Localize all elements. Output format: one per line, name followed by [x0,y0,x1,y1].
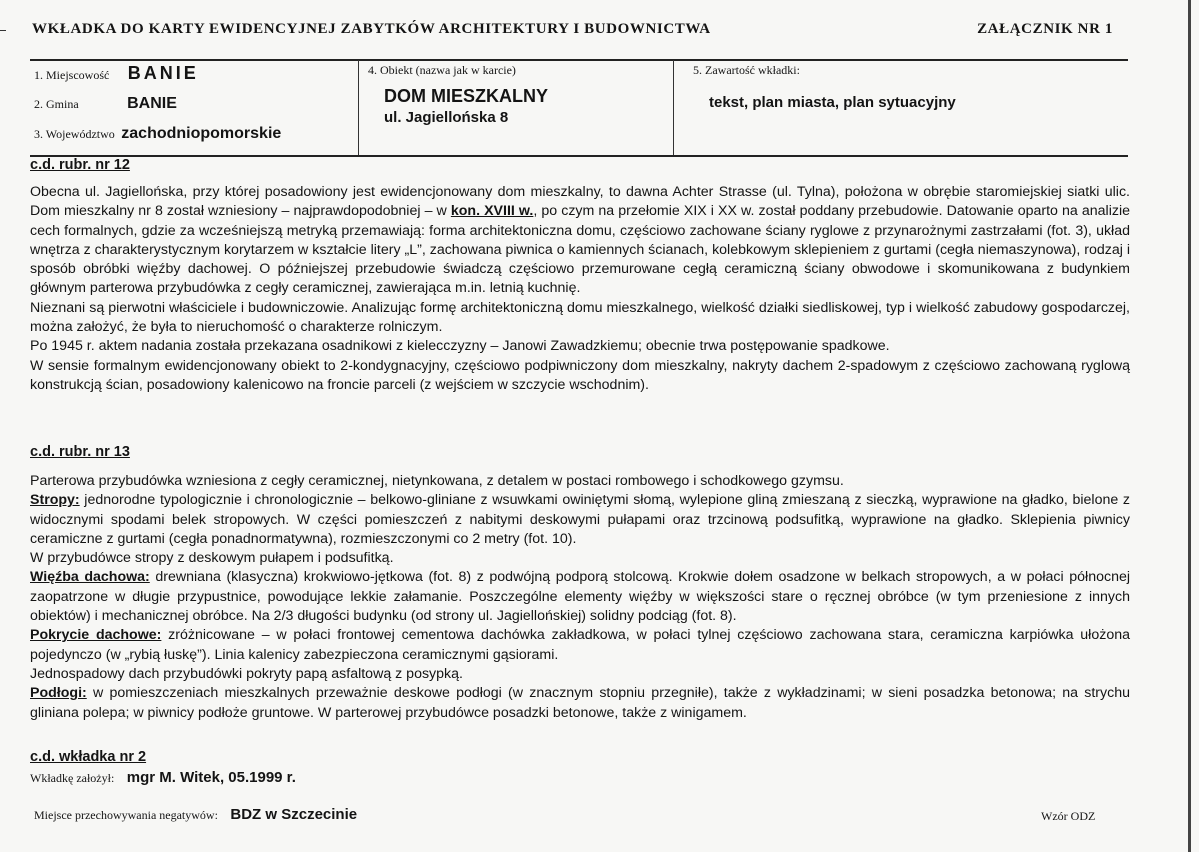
commune-label: 2. Gmina [34,97,79,111]
scan-mark [0,30,6,31]
section-12-paragraph: W sensie formalnym ewidencjonowany obiekt to 2-kondygnacyjny, częściowo podpiwniczony dom mieszkalny, nakryty dachem 2-spadowym z częściowo zachowaną ryglową konstrukcją ścian, posadowiony kalenicowo na froncie parceli (z wejściem w szczycie wschodnim). [30,357,1130,393]
storage-value: BDZ w Szczecinie [230,806,358,823]
text-run: zróżnicowane – w połaci frontowej cementowa dachówka zakładkowa, w połaci tylnej częściowo zachowana stara, ceramiczna karpiówka ułożona pojedynczo (w „rybią łuskę”). Linia kalenicy zabezpieczona ceramicznymi gąsiorami. [30,627,1130,663]
document-title: WKŁADKA DO KARTY EWIDENCYJNEJ ZABYTKÓW ARCHITEKTURY I BUDOWNICTWA [32,21,711,37]
object-label: 4. Obiekt (nazwa jak w karcie) [368,63,516,77]
commune-field [34,95,177,113]
column-divider-1 [358,60,359,155]
section-12-body [30,183,1130,395]
text-run: w pomieszczeniach mieszkalnych przeważnie deskowe podłogi (w znacznym stopniu przegniłe), także z wykładzinami; w sieni posadzka betonowa; na strychu gliniana polepa; w piwnicy podłoże gruntowe. W parterowej przybudówce posadzki betonowe, także z winigamem. [30,685,1130,721]
section-12-heading: c.d. rubr. nr 12 [30,157,130,173]
section-13-paragraph [30,491,1130,549]
annex-label: ZAŁĄCZNIK NR 1 [977,21,1113,37]
section-13-body [30,472,1130,723]
podlogi-label: Podłogi: [30,685,87,702]
section-13-paragraph: Parterowa przybudówka wzniesiona z cegły ceramicznej, nietynkowana, z detalem w postaci rombowego i schodkowego gzymsu. [30,473,844,489]
contents-value: tekst, plan miasta, plan sytuacyjny [709,94,956,111]
section-12-paragraph: Po 1945 r. aktem nadania została przekazana osadnikowi z kielecczyzny – Janowi Zawadzkiemu; obecnie trwa postępowanie spadkowe. [30,338,890,355]
object-address: ul. Jagiellońska 8 [384,109,509,126]
column-divider-2 [673,60,674,155]
section-13-paragraph: Jednospadowy dach przybudówki pokryty papą asfaltową z posypką. [30,665,463,682]
wiezba-label: Więźba dachowa: [30,569,150,586]
section-13-paragraph: W przybudówce stropy z deskowym pułapem i podsufitką. [30,550,394,567]
date-highlight: kon. XVIII w. [450,203,534,220]
top-rule [30,59,1128,61]
scan-edge-right [1188,0,1191,852]
pokrycie-label: Pokrycie dachowe: [30,627,162,644]
text-run: drewniana (klasyczna) krokwiowo-jętkowa (fot. 8) z podwójną podporą stolcową. Krokwie dołem osadzone w belkach stropowych, a w połaci północnej zaopatrzone w długie przypustnice, powodujące lekkie załamanie. Poszczególne elementy więźby w większości stare o ręcznej obróbce (w tym przeniesione z innych obiektów) i mechanicznej obróbce. Na 2/3 długości budynku (od strony ul. Jagiellońskiej) solidny podciąg (fot. 8). [30,569,1130,625]
header-bottom-rule [30,155,1128,157]
text-run: Obecna ul. Jagiellońska, przy której posadowiony jest ewidencjonowany dom mieszkalny, to dawna Achter Strasse (ul. Tylna), położona w obrębie staromiejskiej siatki ulic. Dom mieszkalny nr 8 został wzniesiony – najprawdopodobniej – w [30,184,1130,220]
contents-label: 5. Zawartość wkładki: [693,63,800,77]
text-run: jednorodne typologicznie i chronologicznie – belkowo-gliniane z wsuwkami owiniętymi słomą, wylepione gliną zmieszaną z sieczką, wyprawione na gładko, bielone z widocznymi spodami belek stropowych. W części pomieszczeń z nabitymi deskowymi pułapami oraz trzcinową podsufitką, wyprawione na gładko. Sklepienia piwnicy ceramiczne z gurtami (cegła ponadnormatywna), rozmieszczonymi co 2 metry (fot. 10). [30,492,1130,547]
author-value: mgr M. Witek, 05.1999 r. [126,769,296,786]
locality-field [34,63,199,84]
text-run: , po czym na przełomie XIX i XX w. został poddany przebudowie. Datowanie oparto na analizie cech formalnych, gdzie za wcześniejszą metryką przemawiają: forma architektoniczna domu, częściowo zachowane ściany ryglowe z przynarożnymi zastrzałami (fot. 3), układ wnętrza z charakterystycznym korytarzem w kształcie litery „L”, zachowana piwnica o kamiennych ścianach, kolebkowym sklepieniem z gurtami (cegła niemaszynowa), rodzaj i sposób obróbki więźby dachowej. O późniejszej przebudowie świadczą częściowo przemurowane cegłą ceramiczną ściany obwodowe i skomunikowana z budynkiem głównym parterowa przybudówka z cegły ceramicznej, zawierająca m.in. letnią kuchnię. [30,203,1130,297]
commune-value: BANIE [127,95,177,112]
locality-label: 1. Miejscowość [34,68,110,82]
locality-value: BANIE [127,63,199,83]
voivodeship-field [34,125,281,143]
storage-label: Miejsce przechowywania negatywów: [34,808,218,822]
author-field [30,769,296,787]
storage-field [34,806,357,824]
object-name: DOM MIESZKALNY [384,86,548,106]
voivodeship-label: 3. Województwo [34,127,115,141]
section-12-paragraph: Nieznani są pierwotni właściciele i budowniczowie. Analizując formę architektoniczną domu mieszkalnego, wielkość działki siedliskowej, typ i wielkość zabudowy gospodarczej, można założyć, że była to nieruchomość o charakterze rolniczym. [30,299,1130,336]
voivodeship-value: zachodniopomorskie [121,125,282,142]
section-13-paragraph [30,626,1130,665]
pattern-label: Wzór ODZ [1041,809,1096,823]
author-label: Wkładkę założył: [30,771,115,785]
stropy-label: Stropy: [30,492,80,509]
section-13-heading: c.d. rubr. nr 13 [30,444,130,460]
continued-insert: c.d. wkładka nr 2 [30,749,147,765]
section-13-paragraph [30,684,1130,723]
section-13-paragraph [30,568,1130,626]
section-12-paragraph [30,183,1130,299]
